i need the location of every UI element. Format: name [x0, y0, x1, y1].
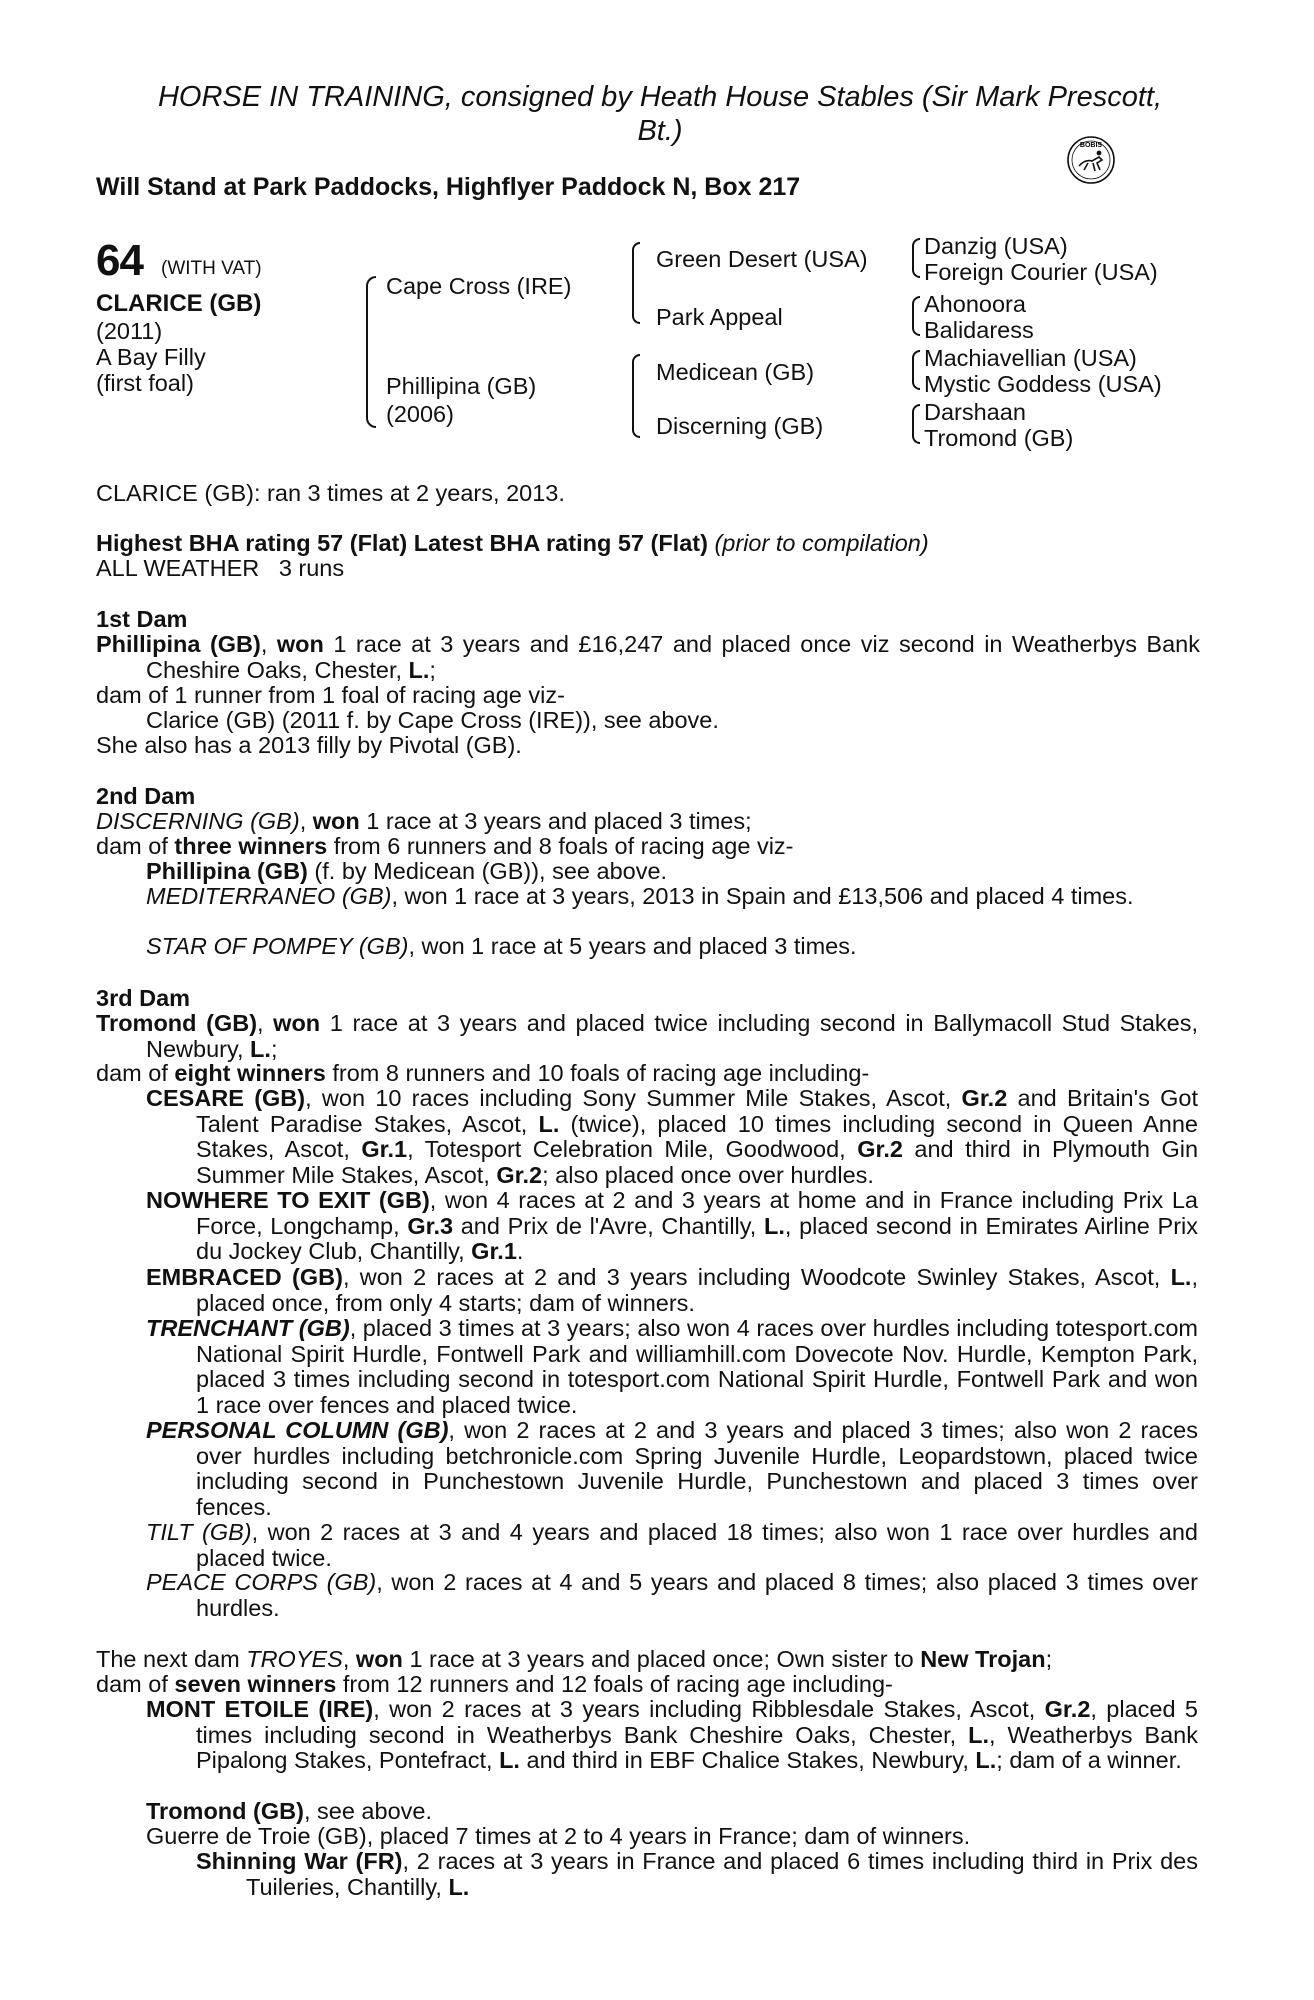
- nextdam-produce: [96, 1672, 1198, 1698]
- offspring-text: and third in EBF Chalice Stakes, Newbury,: [519, 1747, 976, 1773]
- nextdam-offspring-mont-etoile: [146, 1697, 1198, 1774]
- offspring-name: STAR OF POMPEY (GB): [146, 933, 409, 959]
- dam1-name: Phillipina (GB): [96, 631, 261, 657]
- nextdam-grandoffspring-shinning-war: [196, 1849, 1198, 1900]
- pedigree-dds: Darshaan: [924, 399, 1026, 425]
- vat-label: (WITH VAT): [161, 258, 262, 279]
- dam2-offspring-mediterraneo: [146, 884, 1198, 910]
- offspring-name: TRENCHANT (GB): [146, 1315, 350, 1341]
- offspring-name: Phillipina (GB): [146, 858, 308, 884]
- dam2-heading: 2nd Dam: [96, 783, 196, 809]
- offspring-name: CESARE (GB): [146, 1085, 306, 1111]
- offspring-text: , won 2 races at 2 and 3 years and placed 3 times; also won 2 races over hurdles including betchronicle.com Spring Juvenile Hurdle, Leopardstown, placed twice including second in Punchestown Juvenile Hurdle, Punchestown and placed 3 times over fences.: [196, 1417, 1198, 1520]
- dam1-listed: L.: [408, 656, 430, 683]
- pedigree-brace-dd: [912, 404, 920, 444]
- offspring-name: MONT ETOILE (IRE): [146, 1696, 374, 1722]
- horse-description: A Bay Filly: [96, 344, 206, 370]
- offspring-text: , placed 5 times including second in Weatherbys Bank Cheshire Oaks, Chester,: [196, 1696, 1198, 1748]
- dam2-produce-pre: dam of: [96, 833, 175, 859]
- grade: Gr.2: [857, 1136, 903, 1162]
- offspring-name: TILT (GB): [146, 1519, 252, 1545]
- offspring-text: and third in Plymouth Gin Summer Mile Stakes, Ascot,: [196, 1136, 1199, 1188]
- dam1-produce: dam of 1 runner from 1 foal of racing age viz-: [96, 682, 565, 708]
- all-weather-runs: ALL WEATHER 3 runs: [96, 555, 345, 581]
- grade: Gr.1: [471, 1238, 517, 1264]
- offspring-text: , won 1 race at 5 years and placed 3 times.: [408, 933, 857, 959]
- pedigree-ddd: Tromond (GB): [924, 425, 1074, 451]
- offspring-name: Tromond (GB): [146, 1798, 304, 1824]
- nextdam-record: [96, 1647, 1198, 1673]
- dam3-offspring-cesare: [146, 1086, 1198, 1188]
- offspring-text: , won 1 race at 3 years, 2013 in Spain and £13,506 and placed 4 times.: [391, 883, 1134, 909]
- grade: Gr.1: [361, 1136, 408, 1162]
- rating-note: (prior to compilation): [714, 530, 929, 556]
- nextdam-produce-post: from 12 runners and 12 foals of racing age including-: [336, 1671, 893, 1697]
- dam3-produce-pre: dam of: [96, 1060, 175, 1086]
- nextdam-semi: ;: [1045, 1646, 1053, 1672]
- dam1-foal: Clarice (GB) (2011 f. by Cape Cross (IRE)), see above.: [146, 707, 719, 733]
- grade: Gr.2: [961, 1085, 1008, 1111]
- grade: L.: [499, 1747, 520, 1773]
- offspring-text: , placed once, from only 4 starts; dam of winners.: [196, 1264, 1198, 1316]
- page-header: [100, 80, 1220, 148]
- pedigree-brace-dam: [632, 354, 640, 438]
- dam3-offspring-tilt: [146, 1520, 1198, 1571]
- offspring-name: Shinning War (FR): [196, 1848, 403, 1874]
- dam1-semi: ;: [429, 656, 436, 683]
- offspring-text: , won 2 races at 2 and 3 years including Woodcote Swinley Stakes, Ascot,: [342, 1264, 1171, 1290]
- dam3-text: 1 race at 3 years and placed twice including second in Ballymacoll Stud Stakes, Newbury,: [146, 1010, 1198, 1062]
- offspring-name: PEACE CORPS (GB): [146, 1569, 377, 1595]
- nextdam-text: 1 race at 3 years and placed once; Own sister to: [402, 1646, 921, 1672]
- nextdam-offspring-guerre-de-troie: Guerre de Troie (GB), placed 7 times at 2 to 4 years in France; dam of winners.: [146, 1823, 971, 1849]
- pedigree-sire-dam: Park Appeal: [656, 304, 783, 330]
- pedigree-dam: Phillipina (GB): [386, 373, 537, 399]
- grade: Gr.2: [1044, 1696, 1091, 1722]
- dam2-produce-post: from 6 runners and 8 foals of racing age viz-: [327, 833, 794, 859]
- header-title-line2: Bt.): [637, 115, 683, 147]
- pedigree-brace-ds: [912, 350, 920, 390]
- horse-year: (2011): [96, 318, 163, 344]
- offspring-text: , placed second in Emirates Airline Prix du Jockey Club, Chantilly,: [196, 1212, 1199, 1264]
- offspring-text: (twice), placed 10 times including second in Queen Anne Stakes, Ascot,: [196, 1110, 1198, 1162]
- nextdam-sep: ,: [342, 1646, 356, 1672]
- grade: Gr.3: [407, 1212, 454, 1239]
- race-summary: CLARICE (GB): ran 3 times at 2 years, 2013.: [96, 480, 565, 506]
- logo-text: BOBIS: [1079, 142, 1103, 149]
- header-title-line1: HORSE IN TRAINING, consigned by Heath House Stables (Sir Mark Prescott,: [157, 81, 1163, 113]
- grade: L.: [1170, 1264, 1192, 1290]
- offspring-text: , won 2 races at 3 years including Ribblesdale Stakes, Ascot,: [373, 1696, 1045, 1722]
- dam2-offspring-star-of-pompey: [146, 934, 1198, 960]
- pedigree-dam-dam: Discerning (GB): [656, 413, 824, 439]
- bobis-logo-icon: [1066, 135, 1116, 185]
- offspring-text: and Prix de l'Avre, Chantilly,: [453, 1212, 764, 1239]
- nextdam-produce-pre: dam of: [96, 1671, 175, 1697]
- offspring-text: , see above.: [303, 1798, 432, 1824]
- dam3-produce-post: from 8 runners and 10 foals of racing age including-: [325, 1060, 870, 1086]
- offspring-name: PERSONAL COLUMN (GB): [146, 1417, 449, 1443]
- pedigree-dam-year: (2006): [386, 401, 454, 427]
- nextdam-won: won: [355, 1646, 403, 1672]
- pedigree-dsd: Mystic Goddess (USA): [924, 371, 1162, 397]
- offspring-text: (f. by Medicean (GB)), see above.: [307, 858, 668, 884]
- offspring-text: , won 2 races at 3 and 4 years and placed 18 times; also won 1 race over hurdles and placed twice.: [196, 1519, 1198, 1571]
- grade: L.: [448, 1873, 470, 1900]
- dam2-produce: [96, 834, 1198, 860]
- offspring-name: NOWHERE TO EXIT (GB): [146, 1187, 430, 1213]
- dam3-offspring-peace-corps: [146, 1570, 1198, 1621]
- nextdam-offspring-tromond: [146, 1799, 1198, 1825]
- pedigree-sire-sire: Green Desert (USA): [656, 246, 868, 272]
- dam1-note: She also has a 2013 filly by Pivotal (GB).: [96, 732, 522, 758]
- dam3-record: Tromond (GB), won 1 race at 3 years and placed twice including second in Ballymacoll Stud Stakes, Newbury, L.;: [96, 1010, 1198, 1062]
- offspring-text: , won 2 races at 4 and 5 years and placed 8 times; also placed 3 times over hurdles.: [196, 1569, 1198, 1621]
- lot-number: 64: [96, 236, 143, 285]
- dam3-offspring-nowhere-to-exit: [146, 1188, 1198, 1265]
- dam1-won: won: [276, 631, 324, 657]
- grade: L.: [968, 1721, 990, 1748]
- pedigree-dss: Machiavellian (USA): [924, 345, 1137, 371]
- dam3-name: Tromond (GB): [96, 1010, 258, 1036]
- dam2-offspring-phillipina: [146, 859, 1198, 885]
- pedigree-brace-sd: [912, 296, 920, 336]
- offspring-text: , won 10 races including Sony Summer Mile Stakes, Ascot,: [305, 1085, 962, 1111]
- rating-line: [96, 531, 1198, 557]
- horse-foal: (first foal): [96, 370, 194, 396]
- pedigree-sds: Ahonoora: [924, 291, 1026, 317]
- dam2-name: DISCERNING (GB): [96, 808, 300, 834]
- offspring-text: , placed 3 times at 3 years; also won 4 races over hurdles including totesport.com National Spirit Hurdle, Fontwell Park and williamhill.com Dovecote Nov. Hurdle, Kempton Park, placed 3 times including second in totesport.com National Spirit Hurdle, Fontwell Park and won 1 race over fences and placed twice.: [196, 1315, 1199, 1418]
- horse-name: CLARICE (GB): [96, 290, 262, 317]
- pedigree-ssd: Foreign Courier (USA): [924, 259, 1158, 285]
- pedigree-sdd: Balidaress: [924, 317, 1034, 343]
- grade: L.: [538, 1110, 560, 1137]
- offspring-name: EMBRACED (GB): [146, 1264, 343, 1290]
- offspring-text: , 2 races at 3 years in France and placed 6 times including third in Prix des Tuileries, Chantilly,: [246, 1848, 1198, 1900]
- dam3-produce: [96, 1061, 1198, 1087]
- dam1-heading: 1st Dam: [96, 606, 188, 632]
- dam2-text: 1 race at 3 years and placed 3 times;: [359, 808, 752, 834]
- dam1-record: Phillipina (GB), won 1 race at 3 years and £16,247 and placed once viz second in Weatherbys Bank Cheshire Oaks, Chester, L.;: [96, 631, 1200, 683]
- rating-bold: Highest BHA rating 57 (Flat) Latest BHA rating 57 (Flat): [96, 530, 708, 556]
- offspring-text: , Weatherbys Bank Pipalong Stakes, Pontefract,: [196, 1721, 1198, 1773]
- nextdam-winners: seven winners: [174, 1671, 337, 1697]
- offspring-text: .: [516, 1238, 524, 1264]
- offspring-text: ; also placed once over hurdles.: [542, 1161, 874, 1188]
- grade: L.: [975, 1747, 997, 1773]
- dam3-offspring-trenchant: [146, 1316, 1198, 1418]
- pedigree-sss: Danzig (USA): [924, 233, 1068, 259]
- dam2-won: won: [312, 808, 360, 834]
- pedigree-dam-sire: Medicean (GB): [656, 359, 815, 385]
- dam3-offspring-embraced: [146, 1265, 1198, 1316]
- dam1-text: 1 race at 3 years and £16,247 and placed once viz second in Weatherbys Bank Cheshire Oaks, Chester,: [146, 631, 1200, 683]
- dam2-record: DISCERNING (GB), won 1 race at 3 years and placed 3 times;: [96, 808, 752, 834]
- offspring-text: ; dam of a winner.: [996, 1747, 1182, 1773]
- dam3-offspring-personal-column: [146, 1418, 1198, 1520]
- offspring-text: and Britain's Got Talent Paradise Stakes, Ascot,: [196, 1085, 1198, 1137]
- dam3-heading: 3rd Dam: [96, 985, 191, 1011]
- dam3-semi: ;: [270, 1035, 278, 1062]
- dam2-winners: three winners: [174, 833, 328, 859]
- grade: L.: [764, 1212, 785, 1239]
- dam3-listed: L.: [250, 1035, 271, 1062]
- pedigree-brace-sire: [632, 242, 640, 324]
- pedigree-brace-ss: [912, 238, 920, 278]
- dam3-winners: eight winners: [174, 1060, 326, 1086]
- dam3-won: won: [273, 1010, 321, 1036]
- offspring-text: , won 4 races at 2 and 3 years at home and in France including Prix La Force, Longchamp,: [196, 1187, 1198, 1239]
- grade: Gr.2: [496, 1161, 543, 1188]
- pedigree-brace-main: [366, 276, 376, 428]
- pedigree-sire: Cape Cross (IRE): [386, 273, 572, 299]
- offspring-text: , Totesport Celebration Mile, Goodwood,: [407, 1136, 858, 1162]
- nextdam-name: TROYES: [246, 1646, 343, 1672]
- nextdam-pre: The next dam: [96, 1646, 247, 1672]
- nextdam-sister: New Trojan: [920, 1646, 1046, 1672]
- offspring-name: MEDITERRANEO (GB): [146, 883, 392, 909]
- stand-location: Will Stand at Park Paddocks, Highflyer Paddock N, Box 217: [96, 173, 801, 201]
